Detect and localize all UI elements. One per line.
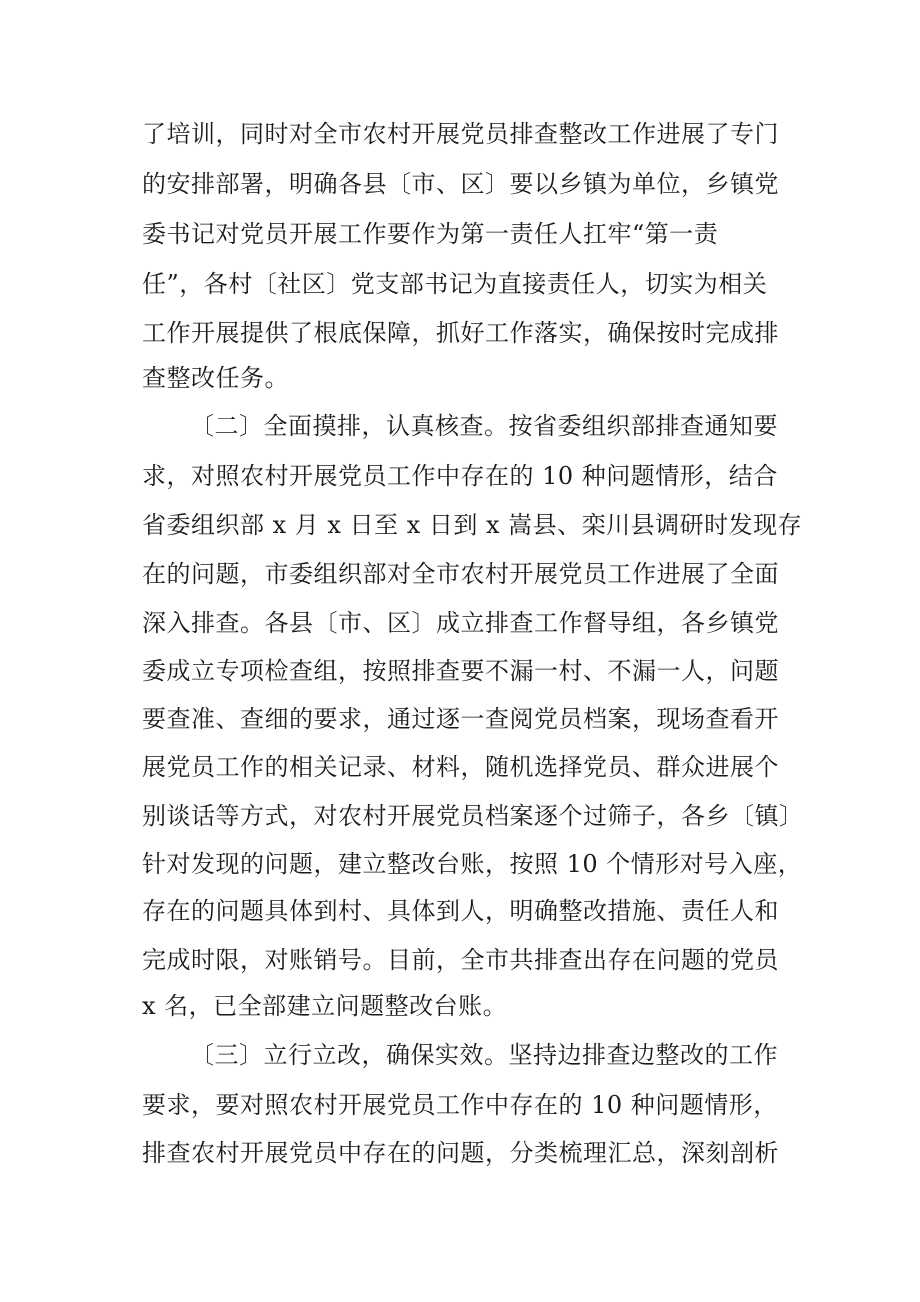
text-line: 求，对照农村开展党员工作中存在的 10 种问题情形，结合: [142, 462, 778, 490]
text-line: 要求，要对照农村开展党员工作中存在的 10 种问题情形，: [142, 1091, 778, 1119]
text-line: 完成时限，对账销号。目前，全市共排查出存在问题的党员: [142, 946, 779, 974]
text-line: 针对发现的问题，建立整改台账，按照 10 个情形对号入座，: [142, 850, 803, 878]
text-line: 委成立专项检查组，按照排查要不漏一村、不漏一人，问题: [142, 657, 779, 685]
text-line: 的安排部署，明确各县〔市、区〕要以乡镇为单位，乡镇党: [142, 170, 779, 198]
text-line: 存在的问题具体到村、具体到人，明确整改措施、责任人和: [142, 897, 779, 925]
text-line: 任”，各村〔社区〕党支部书记为直接责任人，切实为相关: [142, 270, 768, 298]
text-line: 别谈话等方式，对农村开展党员档案逐个过筛子，各乡〔镇〕: [142, 802, 804, 830]
text-line: x 名，已全部建立问题整改台账。: [142, 992, 508, 1020]
text-line: 展党员工作的相关记录、材料，随机选择党员、群众进展个: [142, 753, 779, 781]
text-line: 工作开展提供了根底保障，抓好工作落实，确保按时完成排: [142, 319, 779, 347]
section-heading-line: 〔二〕全面摸排，认真核查。按省委组织部排查通知要: [190, 412, 778, 440]
section-heading-line: 〔三〕立行立改，确保实效。坚持边排查边整改的工作: [190, 1041, 778, 1069]
text-line: 委书记对党员开展工作要作为第一责任人扛牢“第一责: [142, 220, 719, 248]
text-line: 了培训，同时对全市农村开展党员排查整改工作进展了专门: [142, 120, 779, 148]
text-line: 要查准、查细的要求，通过逐一查阅党员档案，现场查看开: [142, 705, 779, 733]
text-line: 在的问题，市委组织部对全市农村开展党员工作进展了全面: [142, 560, 779, 588]
text-line: 排查农村开展党员中存在的问题，分类梳理汇总，深刻剖析: [142, 1139, 779, 1167]
text-line: 省委组织部 x 月 x 日至 x 日到 x 嵩县、栾川县调研时发现存: [142, 511, 803, 539]
text-line: 深入排查。各县〔市、区〕成立排查工作督导组，各乡镇党: [142, 609, 779, 637]
text-line: 查整改任务。: [142, 364, 289, 392]
